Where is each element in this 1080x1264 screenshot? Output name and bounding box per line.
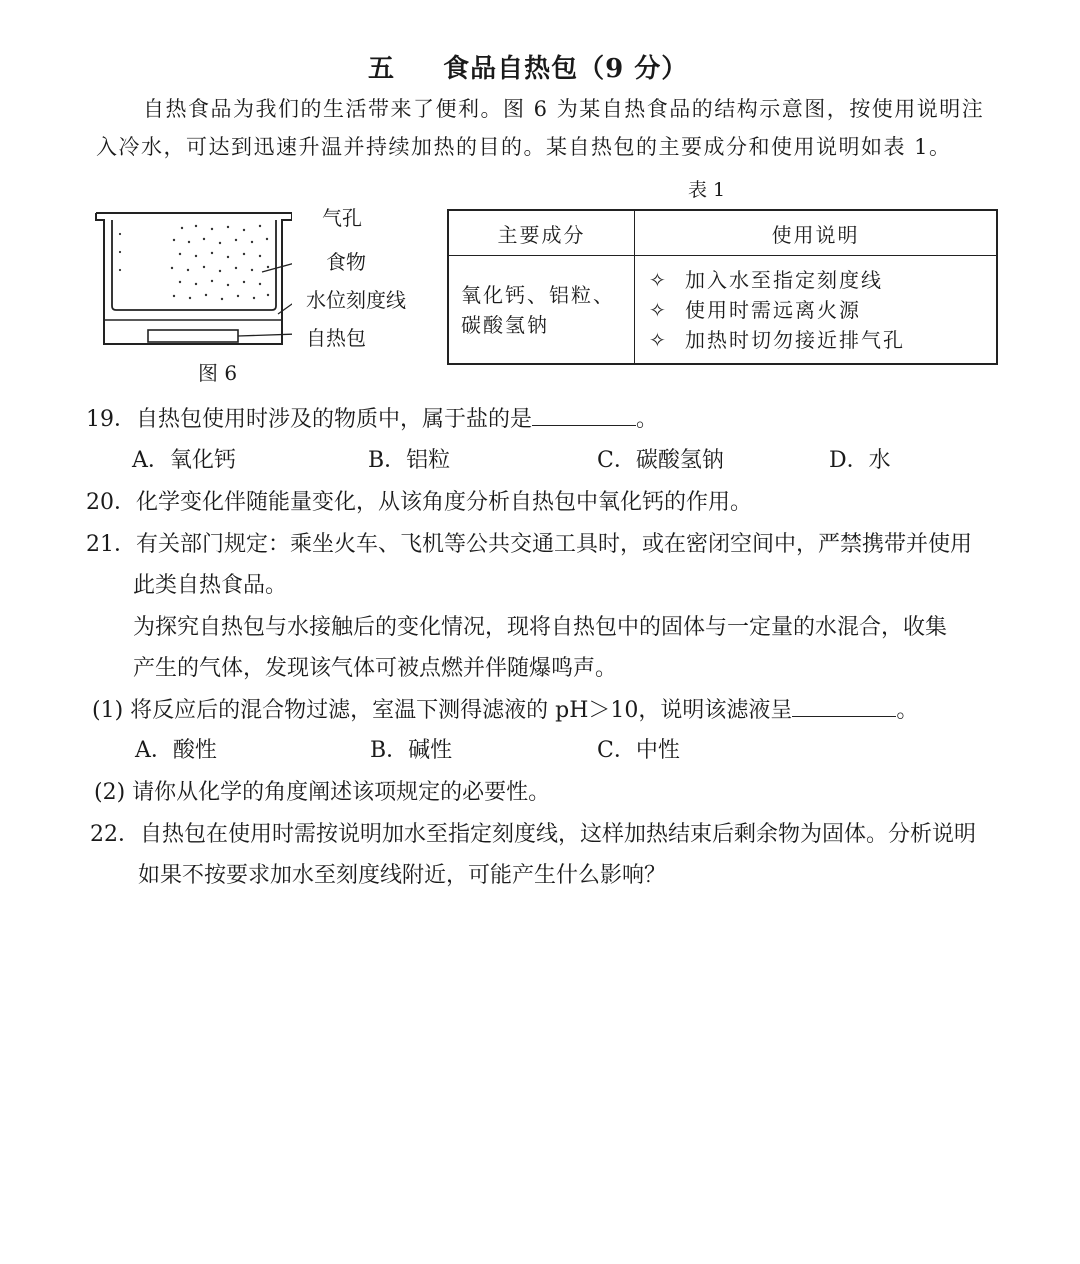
q19-option-b: B．铝粒 xyxy=(368,448,451,473)
question-21-sub-2: (2) 请你从化学的角度阐述该项规定的必要性。 xyxy=(94,780,551,805)
label-food: 食物 xyxy=(326,250,366,274)
question-21-line-3: 为探究自热包与水接触后的变化情况，现将自热包中的固体与一定量的水混合，收集 xyxy=(133,615,948,640)
q21-option-a: A．酸性 xyxy=(135,738,217,763)
ingredient-line: 氧化钙、铝粒、 xyxy=(461,282,615,307)
q19-option-d: D．水 xyxy=(829,448,891,473)
q21-option-b: B．碱性 xyxy=(370,738,453,763)
diamond-bullet-icon: ✧ xyxy=(649,267,668,292)
section-number: 五 xyxy=(368,54,396,84)
table-cell-ingredients xyxy=(448,256,635,365)
label-heater-pack: 自热包 xyxy=(306,326,366,350)
table-header-ingredients: 主要成分 xyxy=(448,210,635,256)
diamond-bullet-icon: ✧ xyxy=(649,327,668,352)
section-title xyxy=(368,48,688,85)
question-21-sub-1: (1) 将反应后的混合物过滤，室温下测得滤液的 pH＞10，说明该滤液呈 。 xyxy=(92,698,919,723)
diamond-bullet-icon: ✧ xyxy=(649,297,668,322)
instruction-item: ✧ 使用时需远离火源 xyxy=(649,295,995,325)
table-header-instructions: 使用说明 xyxy=(635,210,998,256)
question-22-line-1: 22．自热包在使用时需按说明加水至指定刻度线，这样加热结束后剩余物为固体。分析说明 xyxy=(90,822,976,847)
question-19: 19．自热包使用时涉及的物质中，属于盐的是 。 xyxy=(86,407,659,432)
question-21-line-2: 此类自热食品。 xyxy=(133,573,288,598)
question-20: 20．化学变化伴随能量变化，从该角度分析自热包中氧化钙的作用。 xyxy=(86,490,752,515)
question-22-line-2: 如果不按要求加水至刻度线附近，可能产生什么影响？ xyxy=(138,863,667,888)
figure-6-diagram xyxy=(92,196,292,348)
answer-blank xyxy=(532,405,636,426)
intro-line-1: 自热食品为我们的生活带来了便利。图 6 为某自热食品的结构示意图，按使用说明注 xyxy=(143,97,985,121)
figure-caption: 图 6 xyxy=(198,361,238,385)
ingredients-table xyxy=(447,209,998,365)
label-water-line: 水位刻度线 xyxy=(306,288,406,312)
q19-option-c: C．碳酸氢钠 xyxy=(597,448,724,473)
ingredient-line: 碳酸氢钠 xyxy=(461,312,549,337)
table-cell-instructions xyxy=(635,256,998,365)
q19-option-a: A．氧化钙 xyxy=(132,448,236,473)
answer-blank xyxy=(792,696,896,717)
table-caption: 表 1 xyxy=(688,179,726,201)
label-vent: 气孔 xyxy=(322,206,362,230)
question-21-line-1: 21．有关部门规定：乘坐火车、飞机等公共交通工具时，或在密闭空间中，严禁携带并使用 xyxy=(86,532,972,557)
intro-line-2: 入冷水，可达到迅速升温并持续加热的目的。某自热包的主要成分和使用说明如表 1。 xyxy=(96,135,952,159)
instruction-item: ✧ 加入水至指定刻度线 xyxy=(649,265,995,295)
instruction-item: ✧ 加热时切勿接近排气孔 xyxy=(649,325,995,355)
question-21-line-4: 产生的气体，发现该气体可被点燃并伴随爆鸣声。 xyxy=(133,656,618,681)
food-dots xyxy=(119,225,269,300)
q21-option-c: C．中性 xyxy=(597,738,680,763)
section-heading: 食品自热包（9 分） xyxy=(443,54,689,84)
